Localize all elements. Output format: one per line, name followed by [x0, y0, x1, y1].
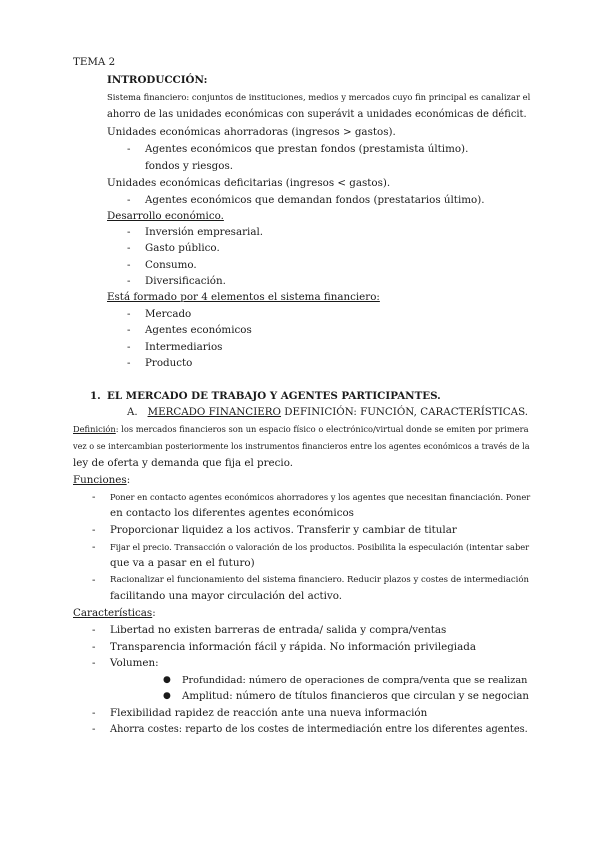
definition-line-3: ley de oferta y demanda que fija el precio. [73, 457, 294, 469]
bullet-dot: ● [163, 691, 171, 701]
volumen-subitem: Amplitud: número de títulos financieros que circulan y se negocian [182, 691, 529, 702]
ahorradoras-item-2: fondos y riesgos. [145, 160, 234, 172]
dash-bullet: - [92, 541, 96, 553]
caracteristicas-item: Flexibilidad rapidez de reacción ante una nueva información [110, 707, 428, 719]
caracteristicas-item: Volumen: [110, 657, 159, 669]
dash-bullet: - [127, 242, 131, 254]
volumen-subitem: Profundidad: número de operaciones de compra/venta que se realizan [182, 675, 528, 686]
subsection-underlined: MERCADO FINANCIERO [147, 406, 281, 418]
dash-bullet: - [92, 574, 96, 586]
dash-bullet: - [92, 707, 96, 719]
desarrollo-item: Gasto público. [145, 242, 220, 254]
intro-title-text: INTRODUCCIÓN [107, 74, 204, 86]
subsection-rest: DEFINICIÓN: FUNCIÓN, CARACTERÍSTICAS. [280, 406, 529, 418]
formado-item: Mercado [145, 308, 192, 320]
dash-bullet: - [92, 524, 96, 536]
desarrollo-title: Desarrollo económico. [107, 210, 224, 222]
dash-bullet: - [127, 143, 131, 155]
caracteristicas-colon: : [152, 607, 156, 619]
subsection-letter: A. [127, 406, 138, 418]
formado-title: Está formado por 4 elementos el sistema financiero: [107, 291, 380, 303]
funciones-heading [73, 474, 130, 487]
dash-bullet: - [127, 308, 131, 320]
caracteristicas-heading [73, 607, 156, 620]
formado-item: Agentes económicos [145, 324, 252, 336]
definition-label: Definición [73, 424, 116, 434]
dash-bullet: - [92, 641, 96, 653]
section-number: 1. [90, 390, 101, 402]
dash-bullet: - [92, 624, 96, 636]
bullet-dot: ● [163, 675, 171, 685]
funciones-item: Poner en contacto agentes económicos ahorradores y los agentes que necesitan financiación. Poner [110, 492, 531, 502]
desarrollo-item: Consumo. [145, 259, 197, 271]
funciones-item: Fijar el precio. Transacción o valoración de los productos. Posibilita la especulación (intentar saber [110, 542, 530, 552]
funciones-colon: : [126, 474, 131, 486]
funciones-item-cont: facilitando una mayor circulación del activo. [110, 590, 343, 602]
deficitarias-line: Unidades económicas deficitarias (ingresos < gastos). [107, 177, 391, 189]
funciones-item: Racionalizar el funcionamiento del sistema financiero. Reducir plazos y costes de intermediación [110, 575, 529, 585]
ahorradoras-line: Unidades económicas ahorradoras (ingresos > gastos). [107, 126, 396, 138]
dash-bullet: - [127, 194, 131, 206]
deficitarias-item: Agentes económicos que demandan fondos (prestatarios último). [145, 194, 485, 206]
intro-title-colon: : [203, 74, 208, 86]
dash-bullet: - [92, 723, 96, 735]
definition-line-1 [73, 423, 529, 436]
funciones-item-cont: que va a pasar en el futuro) [110, 557, 255, 569]
desarrollo-item: Inversión empresarial. [145, 226, 264, 238]
caracteristicas-label: Características [73, 607, 153, 619]
dash-bullet: - [127, 275, 131, 287]
caracteristicas-item: Transparencia información fácil y rápida. No información privilegiada [110, 641, 476, 653]
dash-bullet: - [127, 357, 131, 369]
sistema-line-2: ahorro de las unidades económicas con superávit a unidades económicas de déficit. [107, 109, 527, 120]
ahorradoras-item-1: Agentes económicos que prestan fondos (prestamista último). [145, 143, 469, 155]
intro-title [107, 74, 207, 87]
formado-item: Intermediarios [145, 341, 223, 353]
dash-bullet: - [127, 324, 131, 336]
caracteristicas-item: Ahorra costes: reparto de los costes de intermediación entre los diferentes agentes. [110, 724, 528, 735]
definition-text: : los mercados financieros son un espacio físico o electrónico/virtual donde se emiten por primera [115, 424, 529, 434]
funciones-item: Proporcionar liquidez a los activos. Transferir y cambiar de titular [110, 524, 457, 536]
dash-bullet: - [92, 491, 96, 503]
subsection-heading [127, 406, 528, 419]
sistema-line-1: Sistema financiero: conjuntos de instituciones, medios y mercados cuyo fin principal es canalizar el [107, 92, 531, 102]
caracteristicas-item: Libertad no existen barreras de entrada/ salida y compra/ventas [110, 624, 447, 636]
funciones-item-cont: en contacto los diferentes agentes económicos [110, 507, 354, 519]
formado-item: Producto [145, 357, 193, 369]
dash-bullet: - [127, 341, 131, 353]
funciones-label: Funciones [73, 474, 127, 486]
dash-bullet: - [127, 259, 131, 271]
section-title: EL MERCADO DE TRABAJO Y AGENTES PARTICIPANTES. [107, 390, 441, 402]
tema-label: TEMA 2 [73, 56, 116, 68]
desarrollo-item: Diversificación. [145, 275, 226, 287]
definition-line-2: vez o se intercambian posteriormente los instrumentos financieros entre los agentes económicos a través de la [73, 441, 530, 451]
dash-bullet: - [92, 657, 96, 669]
dash-bullet: - [127, 226, 131, 238]
